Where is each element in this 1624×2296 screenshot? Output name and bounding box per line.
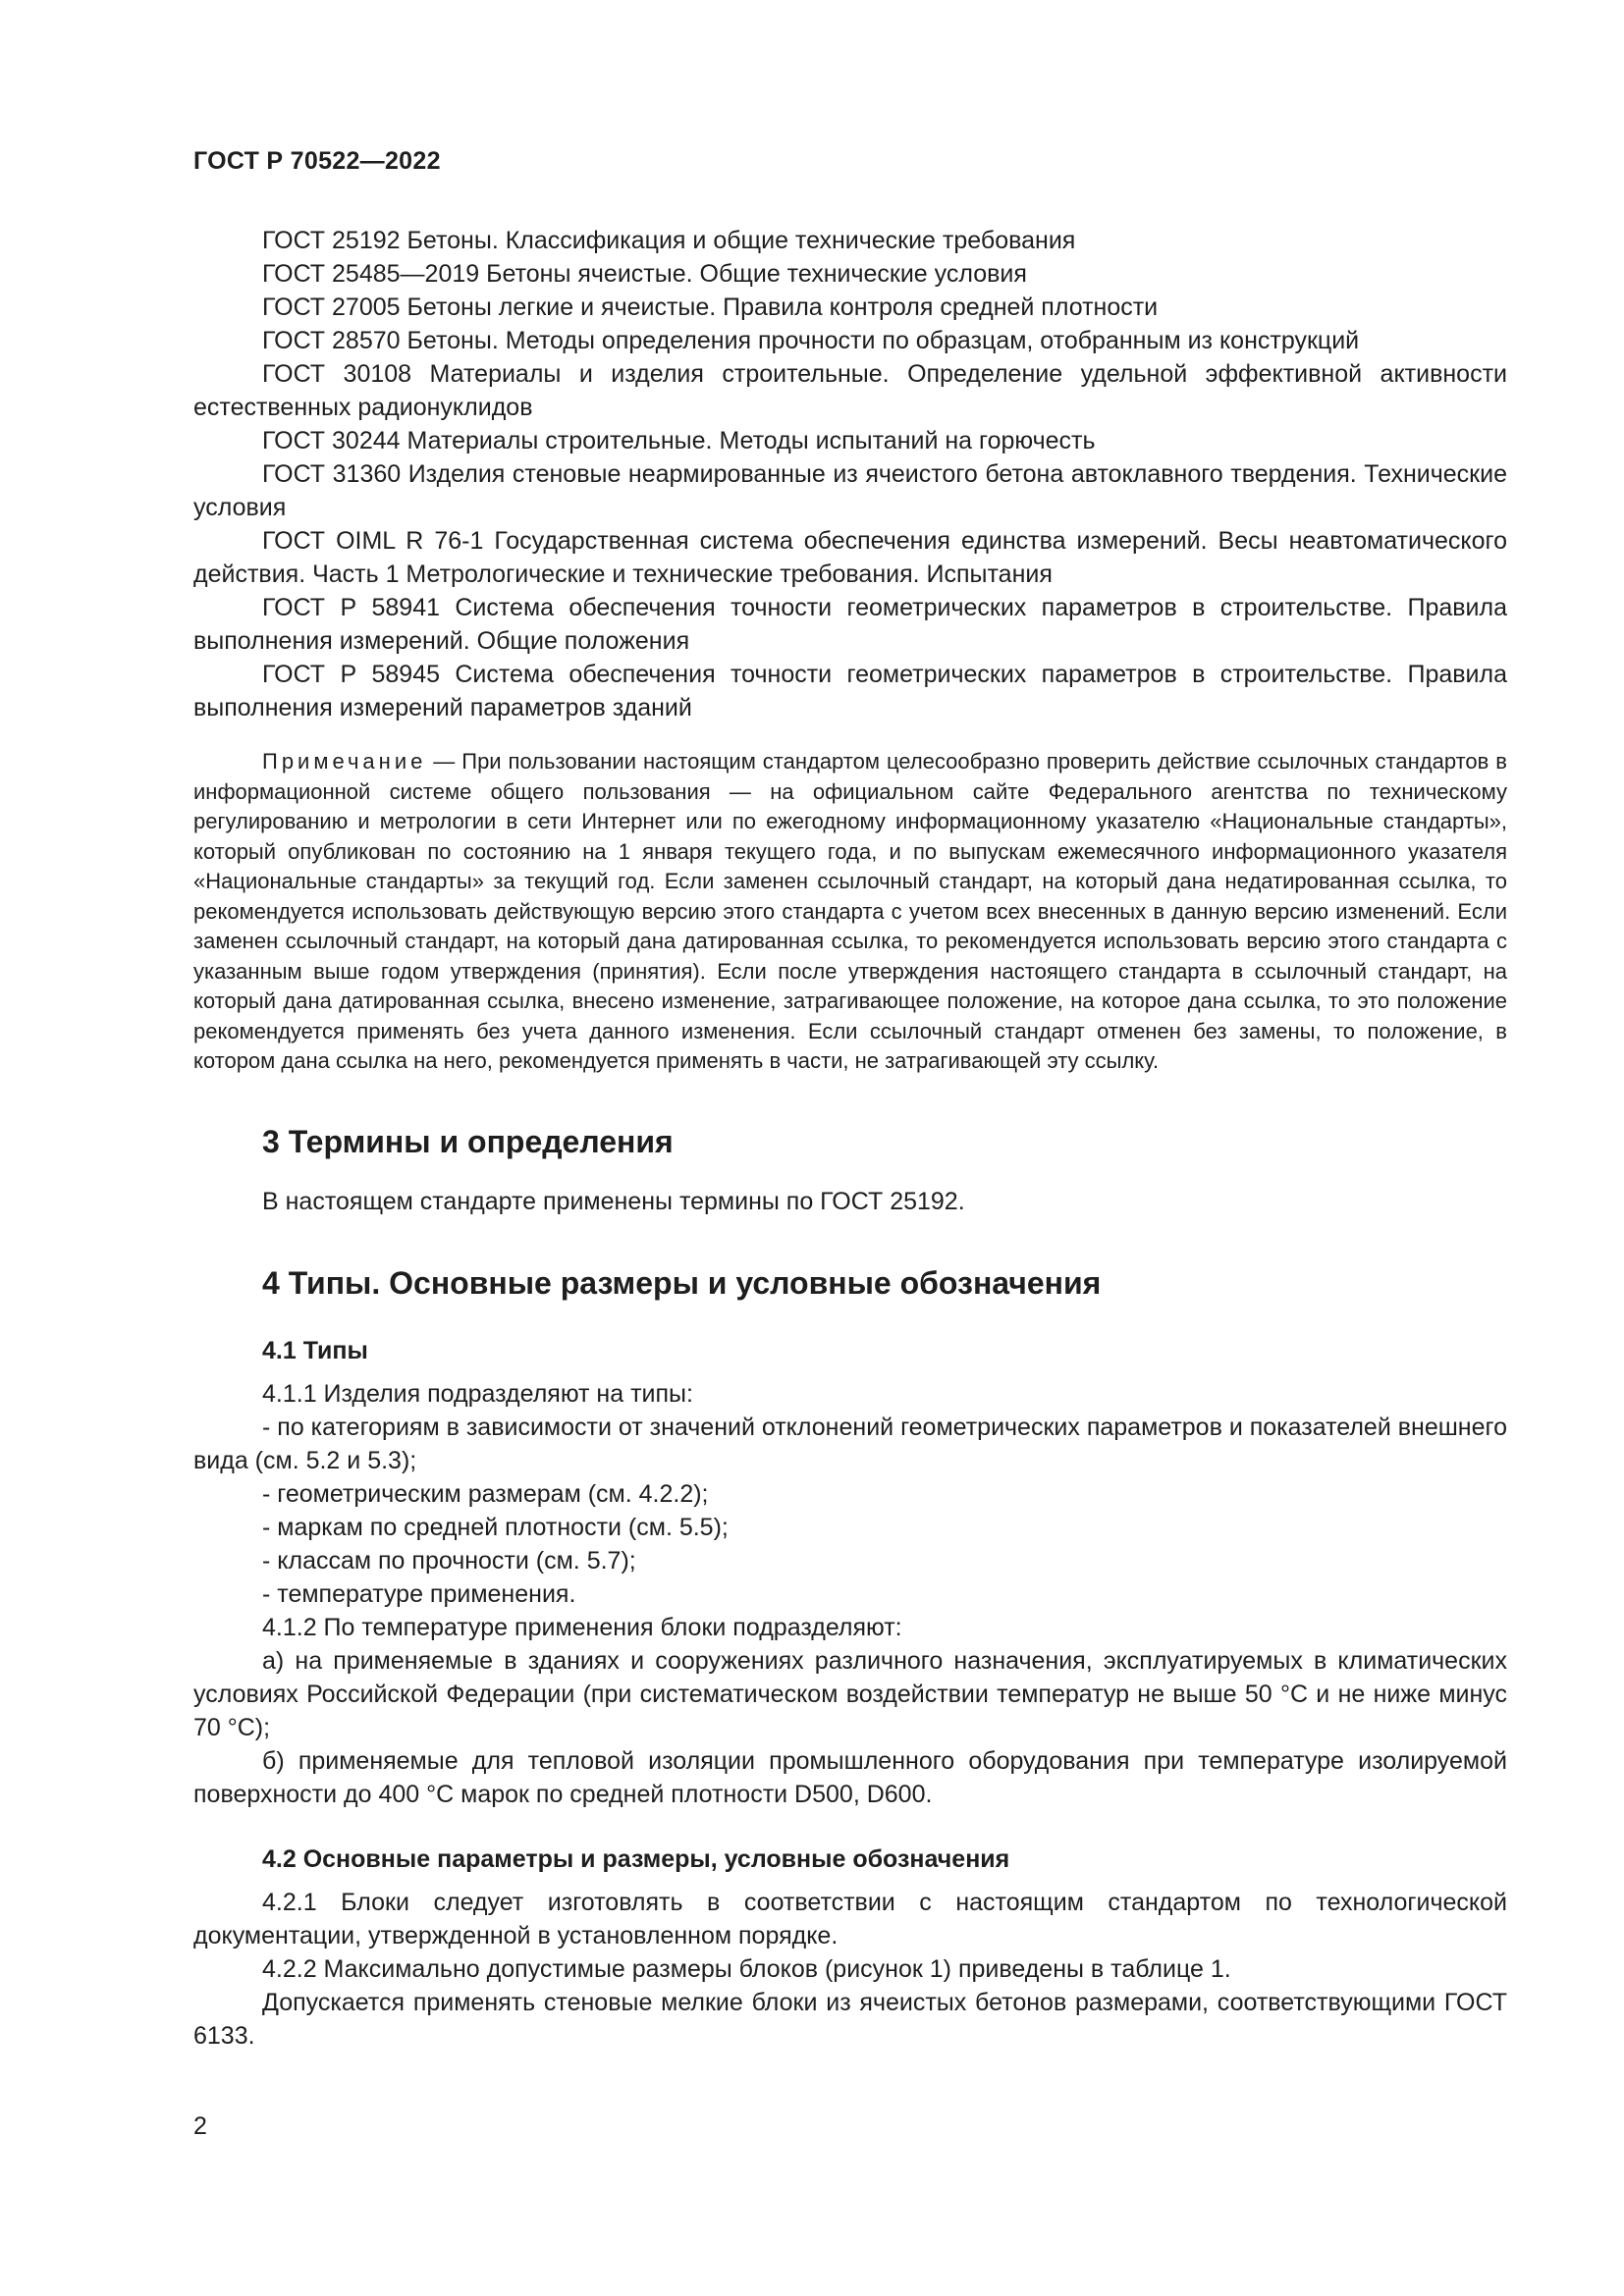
type-list-item: - маркам по средней плотности (см. 5.5); (262, 1513, 729, 1541)
clause-4-1-2-a: а) на применяемые в зданиях и сооружениях различного назначения, эксплуатируемых в климатических условиях Российской Федерации (при систематическом воздействии температур не выше 50 °С и не ниже минус 70 °С); (193, 1646, 1507, 1741)
document-code-header: ГОСТ Р 70522—2022 (193, 147, 441, 175)
clause-4-2-2: 4.2.2 Максимально допустимые размеры блоков (рисунок 1) приведены в таблице 1. (262, 1954, 1231, 1983)
subsection-4-2-title: 4.2 Основные параметры и размеры, условные обозначения (262, 1844, 1010, 1873)
section-3-text: В настоящем стандарте применены термины по ГОСТ 25192. (262, 1187, 965, 1215)
type-list-item: - по категориям в зависимости от значений отклонений геометрических параметров и показателей внешнего вида (см. 5.2 и 5.3); (193, 1413, 1507, 1474)
clause-4-2-2-note: Допускается применять стеновые мелкие блоки из ячеистых бетонов размерами, соответствующими ГОСТ 6133. (193, 1988, 1507, 2050)
reference-item: ГОСТ OIML R 76-1 Государственная система обеспечения единства измерений. Весы неавтоматического действия. Часть 1 Метрологические и технические требования. Испытания (193, 527, 1507, 588)
references-list (193, 224, 1507, 724)
clause-4-1-1: 4.1.1 Изделия подразделяют на типы: (262, 1379, 693, 1408)
section-4-title: 4 Типы. Основные размеры и условные обозначения (262, 1264, 1102, 1301)
document-body (193, 224, 1507, 2053)
clause-4-1-2: 4.1.2 По температуре применения блоки подразделяют: (262, 1613, 902, 1641)
section-3-title: 3 Термины и определения (262, 1123, 674, 1159)
note-label: Примечание (262, 749, 427, 774)
reference-item: ГОСТ Р 58945 Система обеспечения точности геометрических параметров в строительстве. Правила выполнения измерений параметров зданий (193, 661, 1507, 721)
reference-item: ГОСТ 28570 Бетоны. Методы определения прочности по образцам, отобранным из конструкций (262, 327, 1360, 354)
clause-4-1-2-b: б) применяемые для тепловой изоляции промышленного оборудования при температуре изолируемой поверхности до 400 °С марок по средней плотности D500, D600. (193, 1746, 1507, 1808)
reference-item: ГОСТ Р 58941 Система обеспечения точности геометрических параметров в строительстве. Правила выполнения измерений. Общие положения (193, 594, 1507, 655)
type-list-item: - геометрическим размерам (см. 4.2.2); (262, 1479, 709, 1508)
note-text: — При пользовании настоящим стандартом целесообразно проверить действие ссылочных стандартов в информационной системе общего пользования — на официальном сайте Федерального агентства по техническому регулированию и метрологии в сети Интернет или по ежегодному информационному указателю «Национальные стандарты», который опубликован по состоянию на 1 января текущего года, и по выпускам ежемесячного информационного указателя «Национальные стандарты» за текущий год. Если заменен ссылочный стандарт, на который дана недатированная ссылка, то рекомендуется использовать действующую версию этого стандарта с учетом всех внесенных в данную версию изменений. Если заменен ссылочный стандарт, на который дана датированная ссылка, то рекомендуется использовать версию этого стандарта с указанным выше годом утверждения (принятия). Если после утверждения настоящего стандарта в ссылочный стандарт, на который дана датированная ссылка, внесено изменение, затрагивающее положение, на которое дана ссылка, то это положение рекомендуется применять без учета данного изменения. Если ссылочный стандарт отменен без замены, то положение, в котором дана ссылка на него, рекомендуется применять в части, не затрагивающей эту ссылку. (193, 749, 1507, 1073)
reference-item: ГОСТ 30108 Материалы и изделия строительные. Определение удельной эффективной активности естественных радионуклидов (193, 360, 1507, 421)
type-list-item: - классам по прочности (см. 5.7); (262, 1546, 636, 1575)
type-list-item: - температуре применения. (262, 1579, 576, 1608)
reference-item: ГОСТ 30244 Материалы строительные. Методы испытаний на горючесть (262, 427, 1096, 454)
reference-item: ГОСТ 25192 Бетоны. Классификация и общие технические требования (262, 227, 1076, 254)
clause-4-2-1: 4.2.1 Блоки следует изготовлять в соответствии с настоящим стандартом по технологической документации, утвержденной в установленном порядке. (193, 1888, 1507, 1949)
page-number: 2 (193, 2112, 207, 2140)
references-note (193, 747, 1507, 1077)
reference-item: ГОСТ 31360 Изделия стеновые неармированные из ячеистого бетона автоклавного твердения. Технические условия (193, 460, 1507, 521)
reference-item: ГОСТ 25485—2019 Бетоны ячеистые. Общие технические условия (262, 260, 1027, 288)
subsection-4-1-title: 4.1 Типы (262, 1336, 368, 1364)
reference-item: ГОСТ 27005 Бетоны легкие и ячеистые. Правила контроля средней плотности (262, 294, 1159, 321)
